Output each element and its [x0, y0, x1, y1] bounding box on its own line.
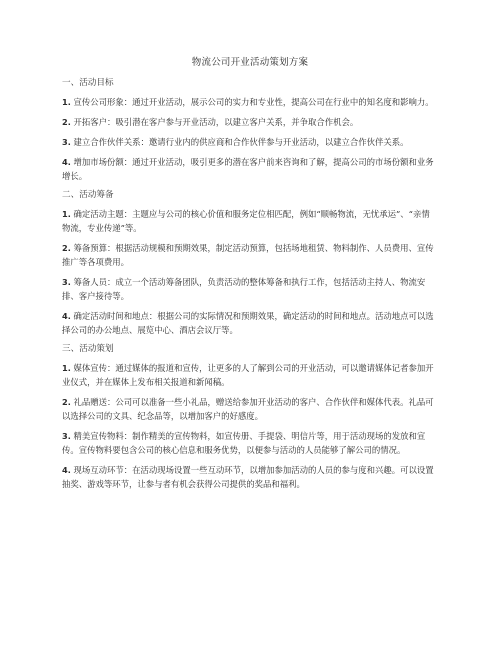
section-planning [62, 343, 438, 491]
list-item [62, 395, 438, 423]
list-item [62, 275, 438, 303]
item-number: 3. [62, 277, 71, 287]
document-title: 物流公司开业活动策划方案 [191, 57, 309, 68]
section-preparation [62, 189, 438, 337]
item-number: 2. [62, 243, 71, 253]
item-text: 筹备预算：根据活动规模和预期效果，制定活动预算，包括场地租赁、物料制作、人员费用、宣传推广等各项费用。 [62, 243, 434, 267]
item-number: 1. [62, 209, 71, 219]
list-item [62, 155, 438, 183]
item-number: 4. [62, 311, 71, 321]
item-number: 1. [62, 363, 71, 373]
item-number: 3. [62, 137, 71, 147]
list-item [62, 135, 438, 149]
list-item [62, 241, 438, 269]
item-text: 增加市场份额：通过开业活动，吸引更多的潜在客户前来咨询和了解，提高公司的市场份额和业务增长。 [62, 157, 434, 181]
item-number: 2. [62, 117, 71, 127]
item-number: 3. [62, 431, 71, 441]
item-number: 4. [62, 465, 71, 475]
list-item [62, 115, 438, 129]
item-number: 2. [62, 397, 71, 407]
section-heading: 一、活动目标 [62, 78, 114, 88]
list-item [62, 463, 438, 491]
section-heading: 三、活动策划 [62, 344, 114, 354]
list-item [62, 309, 438, 337]
item-text: 媒体宣传：通过媒体的报道和宣传，让更多的人了解到公司的开业活动，可以邀请媒体记者参加开业仪式，并在媒体上发布相关报道和新闻稿。 [62, 363, 434, 387]
item-number: 4. [62, 157, 71, 167]
item-text: 建立合作伙伴关系：邀请行业内的供应商和合作伙伴参与开业活动，以建立合作伙伴关系。 [70, 137, 409, 147]
item-text: 礼品赠送：公司可以准备一些小礼品，赠送给参加开业活动的客户、合作伙伴和媒体代表。礼品可以选择公司的文具、纪念品等，以增加客户的好感度。 [62, 397, 434, 421]
item-text: 确定活动时间和地点：根据公司的实际情况和预期效果，确定活动的时间和地点。活动地点可以选择公司的办公地点、展览中心、酒店会议厅等。 [62, 311, 434, 335]
item-text: 现场互动环节：在活动现场设置一些互动环节，以增加参加活动的人员的参与度和兴趣。可以设置抽奖、游戏等环节，让参与者有机会获得公司提供的奖品和福利。 [62, 465, 434, 489]
item-text: 精美宣传物料：制作精美的宣传物料，如宣传册、手提袋、明信片等，用于活动现场的发放和宣传。宣传物料要包含公司的核心信息和服务优势，以便参与活动的人员能够了解公司的情况。 [62, 431, 426, 455]
list-item [62, 429, 438, 457]
item-number: 1. [62, 97, 71, 107]
section-goals [62, 77, 438, 183]
item-text: 筹备人员：成立一个活动筹备团队，负责活动的整体筹备和执行工作，包括活动主持人、物流安排、客户接待等。 [62, 277, 426, 301]
list-item [62, 361, 438, 389]
list-item [62, 207, 438, 235]
item-text: 宣传公司形象：通过开业活动，展示公司的实力和专业性，提高公司在行业中的知名度和影响力。 [70, 97, 434, 107]
item-text: 确定活动主题：主题应与公司的核心价值和服务定位相匹配，例如“顺畅物流，无忧承运”、“亲情物流，专业传递”等。 [62, 209, 430, 233]
section-heading: 二、活动筹备 [62, 190, 114, 200]
list-item [62, 95, 438, 109]
item-text: 开拓客户：吸引潜在客户参与开业活动，以建立客户关系，并争取合作机会。 [70, 117, 359, 127]
